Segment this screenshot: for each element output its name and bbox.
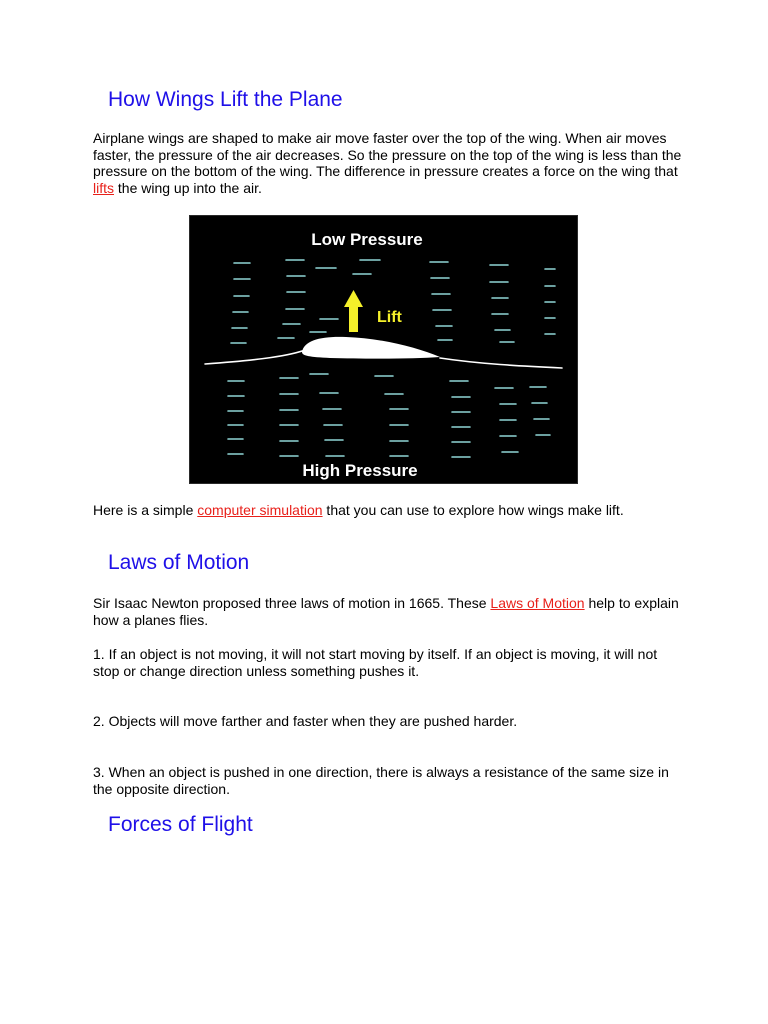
laws-intro-paragraph	[93, 595, 683, 628]
computer-simulation-link[interactable]: computer simulation	[197, 502, 323, 518]
simulation-paragraph	[93, 502, 683, 519]
lifts-link[interactable]: lifts	[93, 179, 114, 196]
simulation-text-b: that you can use to explore how wings make lift.	[322, 502, 624, 518]
section-heading-laws: Laws of Motion	[108, 551, 250, 574]
high-pressure-label: High Pressure	[302, 461, 418, 480]
simulation-text-a: Here is a simple	[93, 502, 198, 518]
wings-paragraph-text-a: Airplane wings are shaped to make air move faster over the top of the wing. When air moves faster, the pressure of the air decreases. So the pressure on the top of the wing is less than the pressure on the bottom of the wing. The difference in pressure creates a force on the wing that	[93, 130, 682, 179]
law-2: 2. Objects will move farther and faster when they are pushed harder.	[93, 713, 518, 729]
wings-paragraph-text-b: the wing up into the air.	[114, 179, 262, 196]
wings-paragraph	[93, 130, 683, 196]
lift-diagram-svg	[190, 216, 577, 483]
lift-arrow	[344, 290, 363, 332]
law-1: 1. If an object is not moving, it will not start moving by itself. If an object is moving, it will not stop or change direction unless something pushes it.	[93, 646, 658, 679]
laws-of-motion-link[interactable]: Laws of Motion	[490, 595, 585, 611]
lift-label: Lift	[377, 309, 402, 326]
law-3: 3. When an object is pushed in one direction, there is always a resistance of the same size in the opposite direction.	[93, 764, 669, 797]
low-pressure-label: Low Pressure	[311, 230, 423, 249]
section-heading-forces: Forces of Flight	[108, 813, 253, 836]
lift-diagram	[189, 215, 578, 484]
laws-intro-text-a: Sir Isaac Newton proposed three laws of motion in 1665. These	[93, 595, 491, 611]
wing-airfoil	[302, 337, 440, 359]
laws-intro-text-b: help to explain how a planes flies.	[93, 595, 679, 628]
section-heading-wings: How Wings Lift the Plane	[108, 88, 343, 111]
